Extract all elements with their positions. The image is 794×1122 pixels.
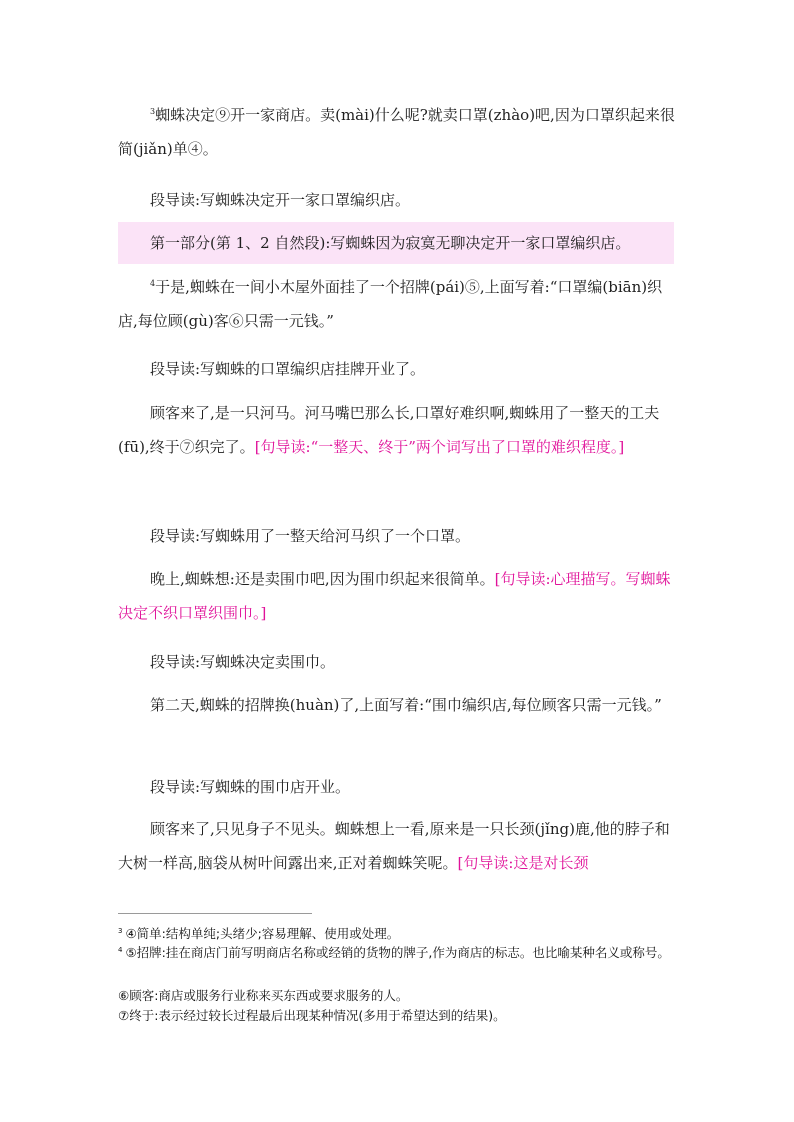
footnote-text: ⑥顾客:商店或服务行业称来买东西或要求服务的人。 (118, 988, 409, 1003)
paragraph-marker: 4 (150, 279, 156, 288)
footnote-text: ⑦终于:表示经过较长过程最后出现某种情况(多用于希望达到的结果)。 (118, 1008, 506, 1023)
paragraph-5 (118, 352, 678, 386)
paragraph-7 (118, 519, 678, 553)
paragraph-marker: 3 (150, 107, 156, 116)
paragraph-text: 晚上,蜘蛛想:还是卖围巾吧,因为围巾织起来很简单。 (150, 570, 495, 588)
paragraph-text: 段导读:写蜘蛛的围巾店开业。 (150, 778, 351, 796)
footnote-1 (118, 924, 708, 943)
paragraph-10 (118, 688, 678, 722)
paragraph-text: 第二天,蜘蛛的招牌换(huàn)了,上面写着:“围巾编织店,每位顾客只需一元钱。” (150, 696, 662, 714)
footnote-3 (118, 986, 708, 1005)
paragraph-text: 段导读:写蜘蛛用了一整天给河马织了一个口罩。 (150, 527, 471, 545)
footnote-text: ⑤招牌:挂在商店门前写明商店名称或经销的货物的牌子,作为商店的标志。也比喻某种名义或称号。 (125, 945, 670, 960)
paragraph-text: 顾客来了,是一只河马。河马嘴巴那么长,口罩好难织啊,蜘蛛用了一整天的工夫(fū),终于⑦织完了。 (118, 404, 660, 456)
paragraph-text: 段导读:写蜘蛛决定卖围巾。 (150, 653, 336, 671)
paragraph-text: 于是,蜘蛛在一间小木屋外面挂了一个招牌(pái)⑤,上面写着:“口罩编(biān)织店,每位顾(gù)客⑥只需一元钱。” (118, 278, 663, 330)
paragraph-1 (118, 98, 678, 166)
footnote-marker: 3 (118, 926, 123, 935)
paragraph-2 (118, 183, 678, 217)
footnote-divider (118, 913, 312, 914)
sentence-note: [句导读:心理描写。写蜘蛛决定不织口罩织围巾。] (118, 570, 671, 622)
footnote-2 (118, 943, 708, 962)
paragraph-9 (118, 645, 678, 679)
footnote-text: ④简单:结构单纯;头绪少;容易理解、使用或处理。 (125, 926, 400, 941)
paragraph-text: 段导读:写蜘蛛决定开一家口罩编织店。 (150, 191, 411, 209)
paragraph-4 (118, 270, 678, 338)
paragraph-8 (118, 562, 678, 630)
paragraph-text: 段导读:写蜘蛛的口罩编织店挂牌开业了。 (150, 360, 426, 378)
paragraph-text: 第一部分(第 1、2 自然段):写蜘蛛因为寂寞无聊决定开一家口罩编织店。 (150, 234, 631, 252)
footnote-marker: 4 (118, 945, 123, 954)
sentence-note: [句导读:“一整天、终于”两个词写出了口罩的难织程度。] (254, 438, 625, 456)
paragraph-12 (118, 812, 678, 880)
paragraph-text: 顾客来了,只见身子不见头。蜘蛛想上一看,原来是一只长颈(jǐng)鹿,他的脖子和大树一样高,脑袋从树叶间露出来,正对着蜘蛛笑呢。 (118, 820, 670, 872)
paragraph-3-section-summary (118, 226, 678, 260)
paragraph-11 (118, 770, 678, 804)
footnote-4 (118, 1006, 708, 1025)
paragraph-6 (118, 396, 678, 464)
paragraph-text: 蜘蛛决定⑨开一家商店。卖(mài)什么呢?就卖口罩(zhào)吧,因为口罩织起来很简(jiǎn)单④。 (118, 106, 675, 158)
sentence-note: [句导读:这是对长颈 (457, 854, 589, 872)
